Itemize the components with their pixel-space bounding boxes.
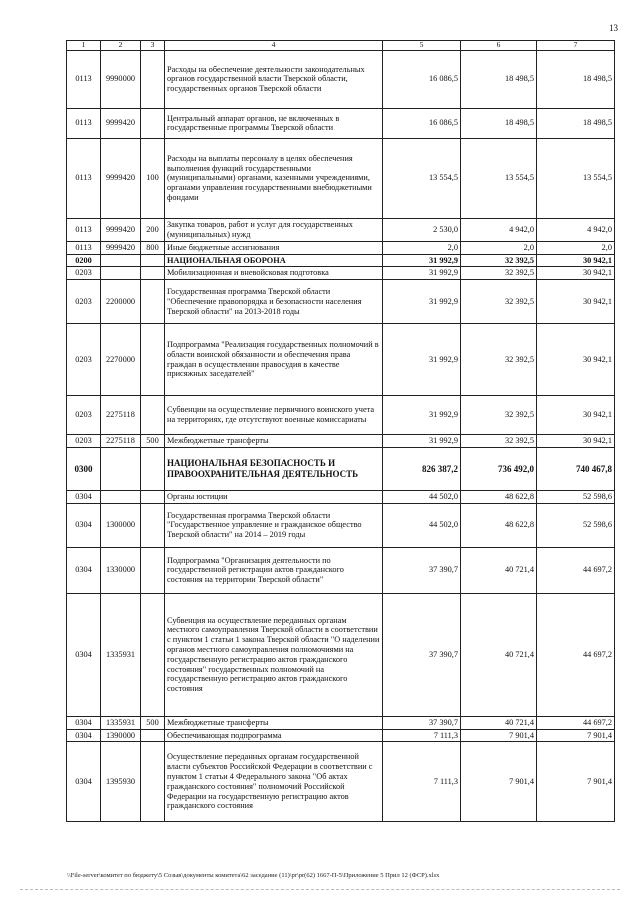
cell-section-code: 0304 (67, 742, 101, 822)
cell-amount-col5: 31 992,9 (383, 324, 461, 396)
table-row (67, 742, 615, 822)
table-row (67, 108, 615, 138)
cell-item-name: Подпрограмма "Реализация государственных полномочий в области воинской обязанности и обеспечения права граждан в осуществлении правосудия в качестве присяжных заседателей" (165, 324, 383, 396)
cell-amount-col6: 13 554,5 (461, 138, 537, 218)
cell-section-code: 0300 (67, 447, 101, 490)
cell-amount-col5: 31 992,9 (383, 435, 461, 448)
cell-amount-col7: 18 498,5 (537, 108, 615, 138)
cell-expense-type (141, 280, 165, 324)
cell-section-code: 0113 (67, 241, 101, 254)
cell-amount-col6: 40 721,4 (461, 716, 537, 729)
table-row (67, 324, 615, 396)
cell-amount-col7: 30 942,1 (537, 324, 615, 396)
cell-item-name: Обеспечивающая подпрограмма (165, 729, 383, 742)
cell-section-code: 0304 (67, 503, 101, 547)
cell-target-code: 2270000 (101, 324, 141, 396)
cell-amount-col7: 740 467,8 (537, 447, 615, 490)
cell-amount-col5: 44 502,0 (383, 490, 461, 503)
cell-target-code: 1335931 (101, 593, 141, 716)
cell-amount-col6: 32 392,5 (461, 324, 537, 396)
cell-item-name: Межбюджетные трансферты (165, 435, 383, 448)
header-cell: 3 (141, 41, 165, 51)
cell-amount-col7: 7 901,4 (537, 729, 615, 742)
cell-section-code: 0304 (67, 729, 101, 742)
cell-item-name: Межбюджетные трансферты (165, 716, 383, 729)
table-row (67, 447, 615, 490)
table-row (67, 50, 615, 108)
cell-section-code: 0304 (67, 593, 101, 716)
cell-item-name: НАЦИОНАЛЬНАЯ ОБОРОНА (165, 254, 383, 267)
table-row (67, 254, 615, 267)
cell-target-code: 1300000 (101, 503, 141, 547)
cell-expense-type (141, 324, 165, 396)
cell-target-code: 1395930 (101, 742, 141, 822)
cell-expense-type: 100 (141, 138, 165, 218)
cell-item-name: Закупка товаров, работ и услуг для государственных (муниципальных) нужд (165, 218, 383, 241)
cell-item-name: Субвенции на осуществление первичного воинского учета на территориях, где отсутствуют военные комиссариаты (165, 396, 383, 435)
cell-amount-col6: 32 392,5 (461, 435, 537, 448)
cell-expense-type (141, 729, 165, 742)
cell-amount-col7: 2,0 (537, 241, 615, 254)
cell-amount-col5: 37 390,7 (383, 593, 461, 716)
cell-target-code: 2275118 (101, 396, 141, 435)
cell-section-code: 0203 (67, 324, 101, 396)
cell-target-code: 1330000 (101, 547, 141, 593)
cell-section-code: 0203 (67, 267, 101, 280)
cell-expense-type: 500 (141, 435, 165, 448)
cell-expense-type (141, 490, 165, 503)
cell-amount-col6: 48 622,8 (461, 490, 537, 503)
cell-target-code (101, 267, 141, 280)
cell-item-name: Государственная программа Тверской области "Обеспечение правопорядка и безопасности населения Тверской области" на 2013-2018 годы (165, 280, 383, 324)
scan-edge-divider (20, 889, 620, 890)
cell-amount-col5: 16 086,5 (383, 108, 461, 138)
cell-section-code: 0203 (67, 396, 101, 435)
table-row (67, 267, 615, 280)
cell-target-code (101, 254, 141, 267)
cell-expense-type (141, 503, 165, 547)
cell-amount-col5: 37 390,7 (383, 547, 461, 593)
cell-amount-col7: 13 554,5 (537, 138, 615, 218)
cell-target-code: 9999420 (101, 138, 141, 218)
cell-expense-type (141, 396, 165, 435)
cell-section-code: 0200 (67, 254, 101, 267)
cell-amount-col7: 52 598,6 (537, 490, 615, 503)
cell-target-code: 9999420 (101, 241, 141, 254)
cell-item-name: Осуществление переданных органам государственной власти субъектов Российской Федерации в соответствии с пунктом 1 статьи 4 Федерального закона "Об актах гражданского состояния" полномочий Российской Федерации на государственную регистрацию актов гражданского состояния (165, 742, 383, 822)
cell-amount-col6: 2,0 (461, 241, 537, 254)
cell-amount-col6: 48 622,8 (461, 503, 537, 547)
cell-section-code: 0113 (67, 138, 101, 218)
cell-amount-col5: 2 530,0 (383, 218, 461, 241)
table-row (67, 490, 615, 503)
cell-item-name: Расходы на выплаты персоналу в целях обеспечения выполнения функций государственными (муниципальными) органами, казенными учреждениями, органами управления государственными внебюджетными фондами (165, 138, 383, 218)
cell-item-name: Расходы на обеспечение деятельности законодательных органов государственной власти Тверской области, государственных органов Тверской области (165, 50, 383, 108)
cell-amount-col7: 4 942,0 (537, 218, 615, 241)
cell-amount-col7: 18 498,5 (537, 50, 615, 108)
cell-amount-col5: 31 992,9 (383, 254, 461, 267)
cell-expense-type (141, 447, 165, 490)
cell-expense-type: 500 (141, 716, 165, 729)
cell-item-name: Иные бюджетные ассигнования (165, 241, 383, 254)
cell-amount-col5: 31 992,9 (383, 280, 461, 324)
table-header-row (67, 41, 615, 51)
cell-amount-col6: 18 498,5 (461, 50, 537, 108)
cell-section-code: 0304 (67, 716, 101, 729)
cell-target-code (101, 490, 141, 503)
header-cell: 5 (383, 41, 461, 51)
cell-item-name: Мобилизационная и вневойсковая подготовка (165, 267, 383, 280)
cell-expense-type (141, 108, 165, 138)
cell-target-code: 9999420 (101, 218, 141, 241)
table-row (67, 218, 615, 241)
cell-amount-col5: 2,0 (383, 241, 461, 254)
header-cell: 1 (67, 41, 101, 51)
cell-expense-type (141, 254, 165, 267)
cell-section-code: 0113 (67, 50, 101, 108)
table-row (67, 729, 615, 742)
cell-item-name: Субвенция на осуществление переданных органам местного самоуправления Тверской области в соответствии с пунктом 1 статьи 1 закона Тверской области "О наделении органов местного самоуправления полномочиями на государственную регистрацию актов гражданского состояния" государственных полномочий на государственную регистрацию актов гражданского состояния (165, 593, 383, 716)
cell-amount-col5: 16 086,5 (383, 50, 461, 108)
table-row (67, 547, 615, 593)
cell-section-code: 0113 (67, 108, 101, 138)
cell-amount-col6: 7 901,4 (461, 729, 537, 742)
cell-amount-col5: 13 554,5 (383, 138, 461, 218)
cell-expense-type (141, 742, 165, 822)
table-row (67, 396, 615, 435)
cell-target-code: 1335931 (101, 716, 141, 729)
cell-amount-col7: 30 942,1 (537, 280, 615, 324)
cell-target-code: 1390000 (101, 729, 141, 742)
cell-section-code: 0304 (67, 547, 101, 593)
cell-amount-col5: 7 111,3 (383, 729, 461, 742)
cell-amount-col6: 40 721,4 (461, 547, 537, 593)
cell-amount-col7: 7 901,4 (537, 742, 615, 822)
cell-amount-col6: 18 498,5 (461, 108, 537, 138)
cell-expense-type: 800 (141, 241, 165, 254)
cell-item-name: Подпрограмма "Организация деятельности по государственной регистрации актов гражданского состояния на территории Тверской области" (165, 547, 383, 593)
table-row (67, 593, 615, 716)
cell-amount-col5: 31 992,9 (383, 396, 461, 435)
table-row (67, 435, 615, 448)
cell-amount-col6: 32 392,5 (461, 267, 537, 280)
cell-amount-col7: 30 942,1 (537, 435, 615, 448)
cell-amount-col6: 736 492,0 (461, 447, 537, 490)
cell-amount-col6: 32 392,5 (461, 254, 537, 267)
cell-item-name: Органы юстиции (165, 490, 383, 503)
cell-amount-col5: 37 390,7 (383, 716, 461, 729)
cell-target-code (101, 447, 141, 490)
cell-section-code: 0203 (67, 280, 101, 324)
cell-amount-col7: 30 942,1 (537, 396, 615, 435)
cell-amount-col7: 30 942,1 (537, 267, 615, 280)
header-cell: 6 (461, 41, 537, 51)
cell-amount-col5: 826 387,2 (383, 447, 461, 490)
table-row (67, 280, 615, 324)
cell-item-name: НАЦИОНАЛЬНАЯ БЕЗОПАСНОСТЬ И ПРАВООХРАНИТЕЛЬНАЯ ДЕЯТЕЛЬНОСТЬ (165, 447, 383, 490)
cell-amount-col7: 44 697,2 (537, 716, 615, 729)
budget-table (66, 40, 615, 822)
table-row (67, 138, 615, 218)
cell-expense-type (141, 267, 165, 280)
cell-amount-col7: 44 697,2 (537, 547, 615, 593)
cell-amount-col6: 7 901,4 (461, 742, 537, 822)
cell-target-code: 2275118 (101, 435, 141, 448)
table-row (67, 716, 615, 729)
cell-amount-col7: 30 942,1 (537, 254, 615, 267)
header-cell: 4 (165, 41, 383, 51)
cell-amount-col5: 44 502,0 (383, 503, 461, 547)
header-cell: 2 (101, 41, 141, 51)
cell-amount-col7: 52 598,6 (537, 503, 615, 547)
cell-expense-type (141, 50, 165, 108)
file-path-footer: \\File-server\комитет по бюджету\5 Созыв\документы комитета\62 заседание (11)\pr\pr(62) 1667-П-5\Приложение 5 Прил 12 (ФСР).xlsx (67, 872, 440, 879)
cell-amount-col6: 40 721,4 (461, 593, 537, 716)
cell-target-code: 9999420 (101, 108, 141, 138)
cell-section-code: 0304 (67, 490, 101, 503)
cell-expense-type (141, 547, 165, 593)
cell-amount-col5: 7 111,3 (383, 742, 461, 822)
cell-item-name: Центральный аппарат органов, не включенных в государственные программы Тверской области (165, 108, 383, 138)
header-cell: 7 (537, 41, 615, 51)
cell-target-code: 9990000 (101, 50, 141, 108)
cell-amount-col6: 32 392,5 (461, 396, 537, 435)
cell-expense-type (141, 593, 165, 716)
cell-section-code: 0113 (67, 218, 101, 241)
cell-item-name: Государственная программа Тверской области "Государственное управление и гражданское общество Тверской области" на 2014 – 2019 годы (165, 503, 383, 547)
table-row (67, 503, 615, 547)
cell-target-code: 2200000 (101, 280, 141, 324)
cell-amount-col7: 44 697,2 (537, 593, 615, 716)
cell-amount-col6: 32 392,5 (461, 280, 537, 324)
cell-amount-col5: 31 992,9 (383, 267, 461, 280)
cell-section-code: 0203 (67, 435, 101, 448)
cell-expense-type: 200 (141, 218, 165, 241)
cell-amount-col6: 4 942,0 (461, 218, 537, 241)
page-number: 13 (609, 23, 618, 33)
table-row (67, 241, 615, 254)
